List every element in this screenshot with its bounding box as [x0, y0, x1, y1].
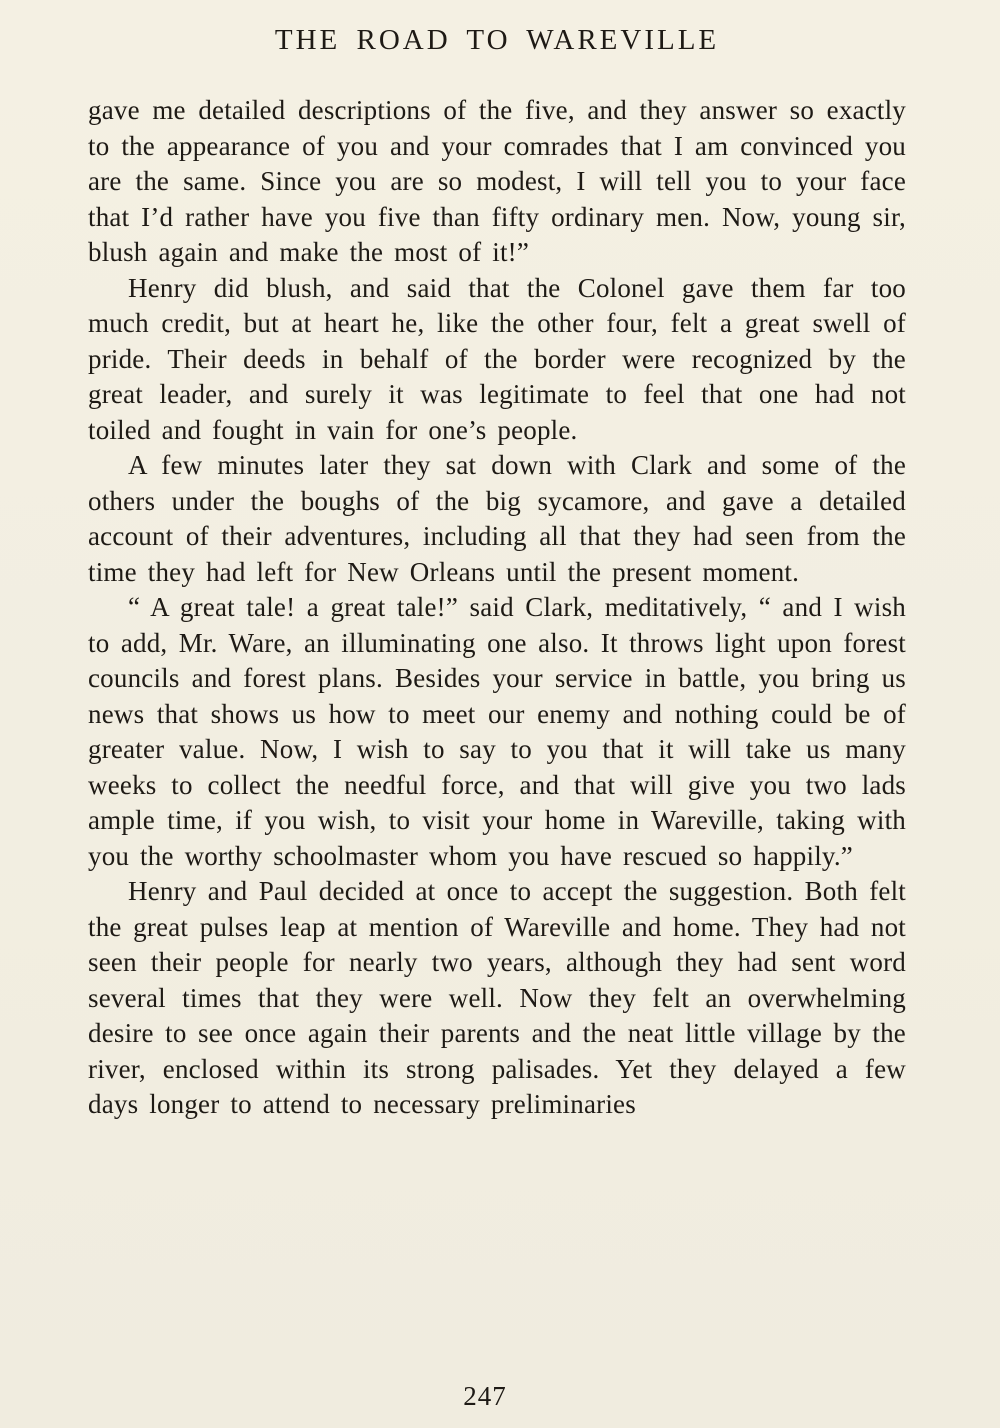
page-number: 247 — [463, 1381, 507, 1411]
paragraph: gave me detailed descriptions of the five, and they answer so exactly to the appearance of you and your comrades that I am convinced you are the same. Since you are so modest, I will tell you to your face that I’d rather have you five than fifty ordinary men. Now, young sir, blush again and make the most of it!” — [88, 95, 906, 267]
running-header: THE ROAD TO WAREVILLE — [274, 24, 720, 56]
body-text — [88, 93, 906, 1123]
paragraph: A few minutes later they sat down with Clark and some of the others under the boughs of the big sycamore, and gave a detailed account of their adventures, including all that they had seen from the time they had left for New Orleans until the present moment. — [88, 450, 906, 587]
paragraph: Henry did blush, and said that the Colonel gave them far too much credit, but at heart he, like the other four, felt a great swell of pride. Their deeds in behalf of the border were recognized by the great leader, and surely it was legitimate to feel that one had not toiled and fought in vain for one’s people. — [88, 272, 906, 445]
paragraph: Henry and Paul decided at once to accept the suggestion. Both felt the great pulses leap at mention of Wareville and home. They had not seen their people for nearly two years, although they had sent word several times that they were well. Now they felt an overwhelming desire to see once again their parents and the neat little village by the river, enclosed within its strong palisades. Yet they delayed a few days longer to attend to necessary preliminaries — [88, 876, 906, 1119]
paragraph: “ A great tale! a great tale!” said Clark, meditatively, “ and I wish to add, Mr. Ware, an illuminating one also. It throws light upon forest councils and forest plans. Besides your service in battle, you bring us news that shows us how to meet our enemy and nothing could be of greater value. Now, I wish to say to you that it will take us many weeks to collect the needful force, and that will give you two lads ample time, if you wish, to visit your home in Wareville, taking with you the worthy schoolmaster whom you have rescued so happily.” — [88, 592, 906, 871]
